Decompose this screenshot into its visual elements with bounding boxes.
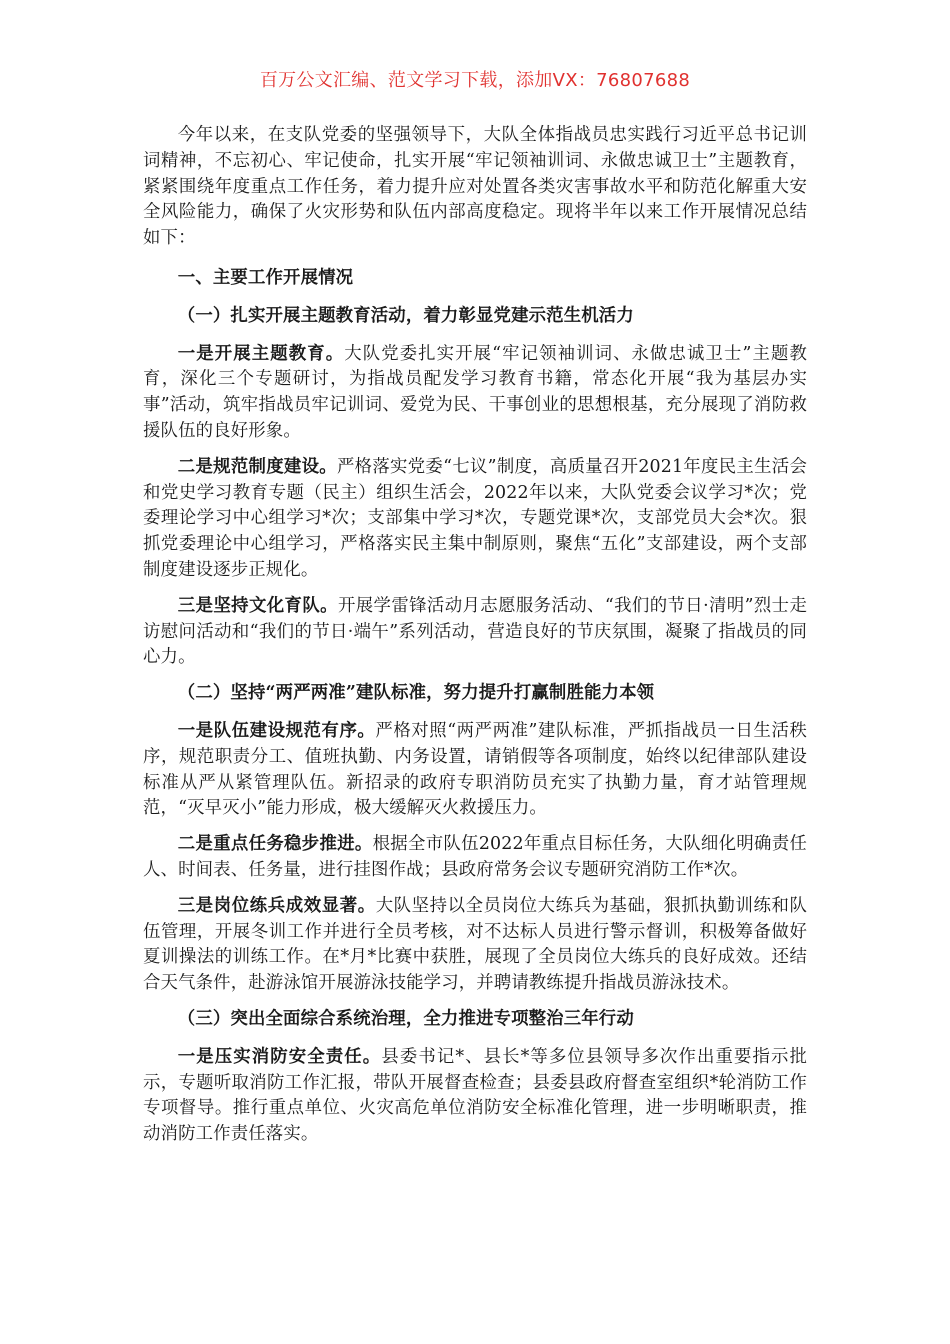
subsection-heading-1: （一）扎实开展主题教育活动，着力彰显党建示范生机活力 bbox=[177, 305, 634, 326]
paragraph-lead: 一是压实消防安全责任。 bbox=[177, 1046, 382, 1067]
paragraph bbox=[143, 894, 807, 997]
section-heading: 一、主要工作开展情况 bbox=[177, 267, 354, 288]
intro-paragraph: 今年以来，在支队党委的坚强领导下，大队全体指战员忠实践行习近平总书记训词精神，不忘初心、牢记使命，扎实开展“牢记领袖训词、永做忠诚卫士”主题教育，紧紧围绕年度重点工作任务，着力提升应对处置各类灾害事故水平和防范化解重大安全风险能力，确保了火灾形势和队伍内部高度稳定。现将半年以来工作开展情况总结如下： bbox=[143, 125, 807, 249]
paragraph-lead: 三是岗位练兵成效显著。 bbox=[177, 895, 376, 916]
paragraph-lead: 二是规范制度建设。 bbox=[177, 456, 337, 477]
paragraph-text: 开展学雷锋活动月志愿服务活动、“我们的节日·清明”烈士走访慰问活动和“我们的节日·端午”系列活动，营造良好的节庆氛围，凝聚了指战员的同心力。 bbox=[143, 595, 808, 668]
paragraph bbox=[143, 719, 807, 822]
paragraph-lead: 一是开展主题教育。 bbox=[177, 343, 345, 364]
paragraph bbox=[143, 455, 807, 584]
subsection-heading-2: （二）坚持“两严两准”建队标准，努力提升打赢制胜能力本领 bbox=[177, 683, 655, 704]
paragraph-text: 严格对照“两严两准”建队标准，严抓指战员一日生活秩序，规范职责分工、值班执勤、内务设置，请销假等各项制度，始终以纪律部队建设标准从严从紧管理队伍。新招录的政府专职消防员充实了执勤力量，育才站管理规范，“灭早灭小”能力形成，极大缓解灭火救援压力。 bbox=[143, 720, 807, 819]
paragraph-lead: 二是重点任务稳步推进。 bbox=[177, 834, 373, 855]
paragraph-text: 大队党委扎实开展“牢记领袖训词、永做忠诚卫士”主题教育，深化三个专题研讨，为指战员配发学习教育书籍，常态化开展“我为基层办实事”活动，筑牢指战员牢记训词、爱党为民、干事创业的思想根基，充分展现了消防救援队伍的良好形象。 bbox=[143, 343, 808, 441]
paragraph bbox=[143, 1045, 807, 1148]
paragraph bbox=[143, 832, 807, 884]
paragraph-lead: 三是坚持文化育队。 bbox=[177, 595, 338, 616]
subsection-heading-3: （三）突出全面综合系统治理，全力推进专项整治三年行动 bbox=[177, 1008, 634, 1029]
watermark-header: 百万公文汇编、范文学习下载，添加VX：76807688 bbox=[259, 70, 691, 91]
document-body bbox=[143, 123, 807, 1158]
paragraph-text: 根据全市队伍2022年重点目标任务，大队细化明确责任人、时间表、任务量，进行挂图作战；县政府常务会议专题研究消防工作*次。 bbox=[143, 834, 807, 880]
paragraph bbox=[143, 594, 807, 671]
paragraph-text: 大队坚持以全员岗位大练兵为基础，狠抓执勤训练和队伍管理，开展冬训工作并进行全员考核，对不达标人员进行警示督训，积极筹备做好夏训操法的训练工作。在*月*比赛中获胜，展现了全员岗位大练兵的良好成效。还结合天气条件，赴游泳馆开展游泳技能学习，并聘请教练提升指战员游泳技术。 bbox=[143, 895, 807, 994]
paragraph-text: 县委书记*、县长*等多位县领导多次作出重要指示批示，专题听取消防工作汇报，带队开展督查检查；县委县政府督查室组织*轮消防工作专项督导。推行重点单位、火灾高危单位消防安全标准化管理，进一步明晰职责，推动消防工作责任落实。 bbox=[143, 1046, 807, 1145]
paragraph-lead: 一是队伍建设规范有序。 bbox=[177, 720, 376, 741]
paragraph-text: 严格落实党委“七议”制度，高质量召开2021年度民主生活会和党史学习教育专题（民主）组织生活会，2022年以来，大队党委会议学习*次；党委理论学习中心组学习*次；支部集中学习*次，专题党课*次，支部党员大会*次。狠抓党委理论中心组学习，严格落实民主集中制原则，聚焦“五化”支部建设，两个支部制度建设逐步正规化。 bbox=[143, 456, 807, 580]
paragraph bbox=[143, 342, 807, 445]
